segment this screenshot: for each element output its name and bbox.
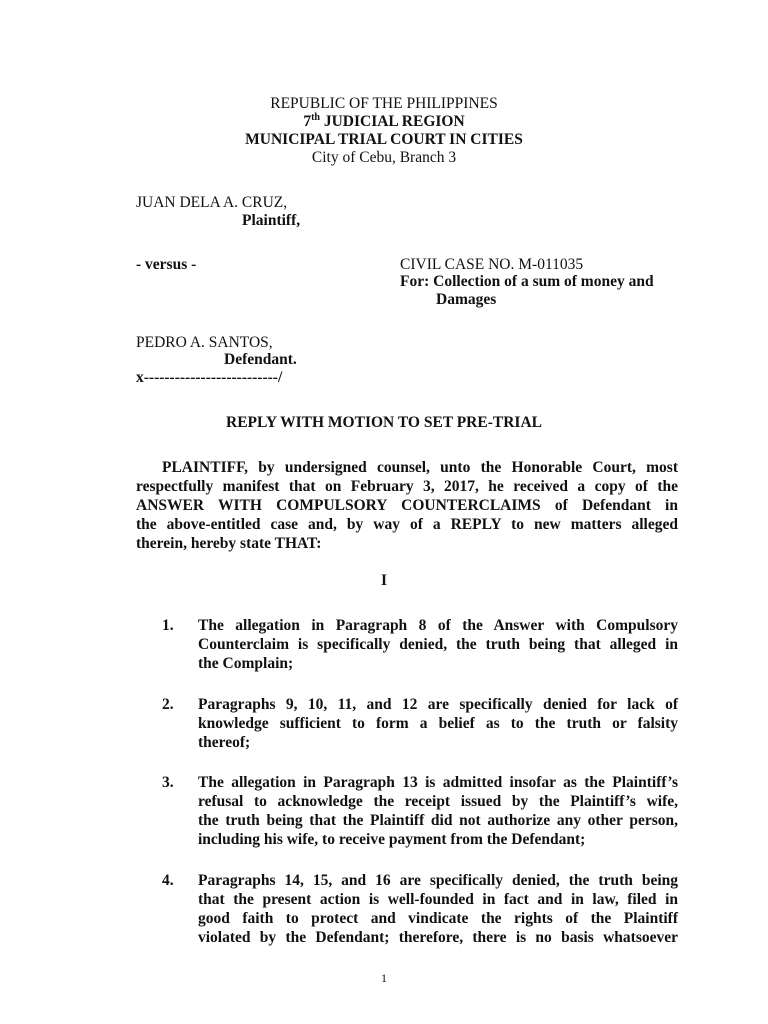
list-item (198, 695, 678, 752)
item-line: Paragraphs 9, 10, 11, and 12 are specifically denied for lack of (198, 696, 678, 713)
list-item (198, 871, 678, 947)
intro-line: PLAINTIFF, by undersigned counsel, unto the Honorable Court, most (162, 459, 678, 476)
defendant-role: Defendant. (224, 351, 297, 368)
item-number: 3. (162, 774, 174, 791)
intro-line: ANSWER WITH COMPULSORY COUNTERCLAIMS of Defendant in (136, 497, 678, 514)
item-line: the Complain; (198, 655, 294, 672)
item-number: 4. (162, 872, 174, 889)
item-line: thereof; (198, 734, 251, 751)
item-line: including his wife, to receive payment from the Defendant; (198, 831, 586, 848)
defendant-name: PEDRO A. SANTOS, (136, 334, 273, 351)
header-region (0, 112, 768, 131)
item-line: Paragraphs 14, 15, and 16 are specifically denied, the truth being (198, 872, 678, 889)
intro-line: respectfully manifest that on February 3, 2017, he received a copy of the (136, 478, 678, 495)
intro-line: therein, hereby state THAT: (136, 535, 322, 552)
header-court: MUNICIPAL TRIAL COURT IN CITIES (245, 131, 523, 148)
list-item (198, 773, 678, 849)
versus-label: - versus - (136, 256, 197, 273)
list-item (198, 616, 678, 673)
case-number: CIVIL CASE NO. M-011035 (400, 256, 584, 273)
item-line: violated by the Defendant; therefore, there is no basis whatsoever (198, 929, 678, 946)
intro-paragraph (136, 458, 678, 553)
item-line: The allegation in Paragraph 8 of the Answer with Compulsory (198, 617, 678, 634)
item-line: good faith to protect and vindicate the rights of the Plaintiff (198, 910, 678, 927)
item-line: knowledge sufficient to form a belief as to the truth or falsity (198, 715, 678, 732)
caption-rule: x--------------------------/ (136, 369, 283, 386)
item-line: that the present action is well-founded in fact and in law, filed in (198, 891, 678, 908)
item-line: the truth being that the Plaintiff did not authorize any other person, (198, 812, 678, 829)
item-number: 2. (162, 696, 174, 713)
intro-line: the above-entitled case and, by way of a REPLY to new matters alleged (136, 516, 678, 533)
item-line: refusal to acknowledge the receipt issued by the Plaintiff’s wife, (198, 793, 678, 810)
header-republic: REPUBLIC OF THE PHILIPPINES (270, 95, 498, 112)
case-nature-line2: Damages (436, 291, 497, 308)
item-line: The allegation in Paragraph 13 is admitted insofar as the Plaintiff’s (198, 774, 678, 791)
region-number: 7 (303, 113, 312, 130)
case-nature-line1: For: Collection of a sum of money and (400, 273, 654, 290)
region-ordinal: th (311, 112, 320, 123)
header-city: City of Cebu, Branch 3 (311, 149, 457, 166)
item-line: Counterclaim is specifically denied, the truth being that alleged in (198, 636, 678, 653)
plaintiff-role: Plaintiff, (242, 212, 301, 229)
section-heading: I (380, 572, 388, 589)
region-label: JUDICIAL REGION (319, 113, 465, 130)
plaintiff-name: JUAN DELA A. CRUZ, (136, 194, 288, 211)
document-title: REPLY WITH MOTION TO SET PRE-TRIAL (226, 414, 542, 431)
item-number: 1. (162, 617, 174, 634)
page-number: 1 (381, 971, 387, 985)
